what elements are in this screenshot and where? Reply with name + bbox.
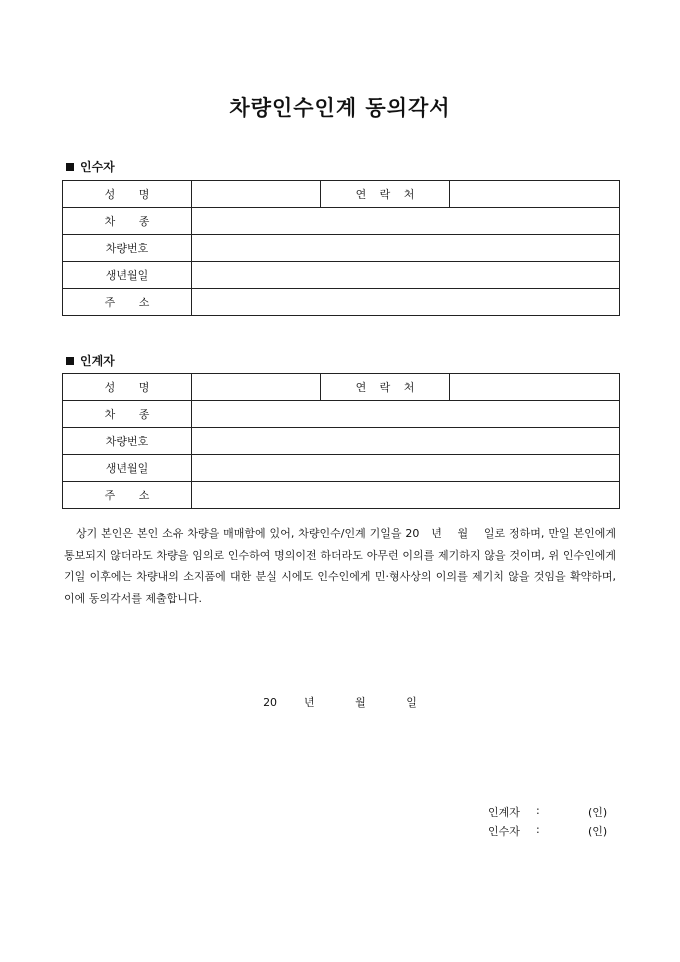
giver-address-label: 주 소	[63, 482, 192, 509]
receiver-vehicle-type-field[interactable]	[192, 208, 620, 235]
signature-seal: (인)	[588, 825, 608, 838]
statement-paragraph: 상기 본인은 본인 소유 차량을 매매함에 있어, 차량인수/인계 기일을 20 년 월 일로 정하며, 만일 본인에게 통보되지 않더라도 차량을 임의로 인수하여 명의이전 하더라도 아무런 이의를 제기하지 않을 것이며, 위 인수인에게 기일 이후에는 차량내의 소지품에 대한 분실 시에도 인수인에게 민·형사상의 이의를 제기치 않을 것임을 확약하며, 이에 동의각서를 제출합니다.	[64, 527, 620, 605]
receiver-name-label: 성 명	[63, 181, 192, 208]
giver-vehicle-type-field[interactable]	[192, 401, 620, 428]
receiver-section-heading	[66, 158, 115, 175]
giver-name-label: 성 명	[63, 374, 192, 401]
receiver-vehicle-type-label: 차 종	[63, 208, 192, 235]
receiver-heading-label: 인수자	[80, 160, 115, 174]
square-bullet-icon	[66, 357, 74, 365]
table-row	[63, 181, 620, 208]
giver-signature-line	[488, 804, 613, 820]
signature-colon: :	[536, 823, 540, 836]
table-row	[63, 374, 620, 401]
signature-seal: (인)	[588, 806, 608, 819]
receiver-contact-label: 연 락 처	[321, 181, 450, 208]
table-row	[63, 262, 620, 289]
receiver-contact-field[interactable]	[450, 181, 620, 208]
table-row	[63, 289, 620, 316]
receiver-plate-field[interactable]	[192, 235, 620, 262]
square-bullet-icon	[66, 163, 74, 171]
giver-plate-field[interactable]	[192, 428, 620, 455]
giver-plate-label: 차량번호	[63, 428, 192, 455]
receiver-birth-label: 생년월일	[63, 262, 192, 289]
signature-role: 인계자	[488, 806, 520, 819]
giver-heading-label: 인계자	[80, 354, 115, 368]
giver-vehicle-type-label: 차 종	[63, 401, 192, 428]
table-row	[63, 428, 620, 455]
giver-section-heading	[66, 352, 115, 369]
giver-name-field[interactable]	[192, 374, 321, 401]
receiver-birth-field[interactable]	[192, 262, 620, 289]
giver-contact-field[interactable]	[450, 374, 620, 401]
giver-table	[62, 373, 620, 509]
signature-role: 인수자	[488, 825, 520, 838]
table-row	[63, 235, 620, 262]
date-line: 20 년 월 일	[263, 696, 417, 709]
table-row	[63, 401, 620, 428]
receiver-name-field[interactable]	[192, 181, 321, 208]
document-title: 차량인수인계 동의각서	[229, 96, 451, 120]
giver-contact-label: 연 락 처	[321, 374, 450, 401]
table-row	[63, 455, 620, 482]
giver-address-field[interactable]	[192, 482, 620, 509]
receiver-signature-line	[488, 823, 613, 839]
giver-birth-field[interactable]	[192, 455, 620, 482]
table-row	[63, 482, 620, 509]
receiver-table	[62, 180, 620, 316]
receiver-plate-label: 차량번호	[63, 235, 192, 262]
signature-colon: :	[536, 804, 540, 817]
table-row	[63, 208, 620, 235]
receiver-address-label: 주 소	[63, 289, 192, 316]
giver-birth-label: 생년월일	[63, 455, 192, 482]
receiver-address-field[interactable]	[192, 289, 620, 316]
